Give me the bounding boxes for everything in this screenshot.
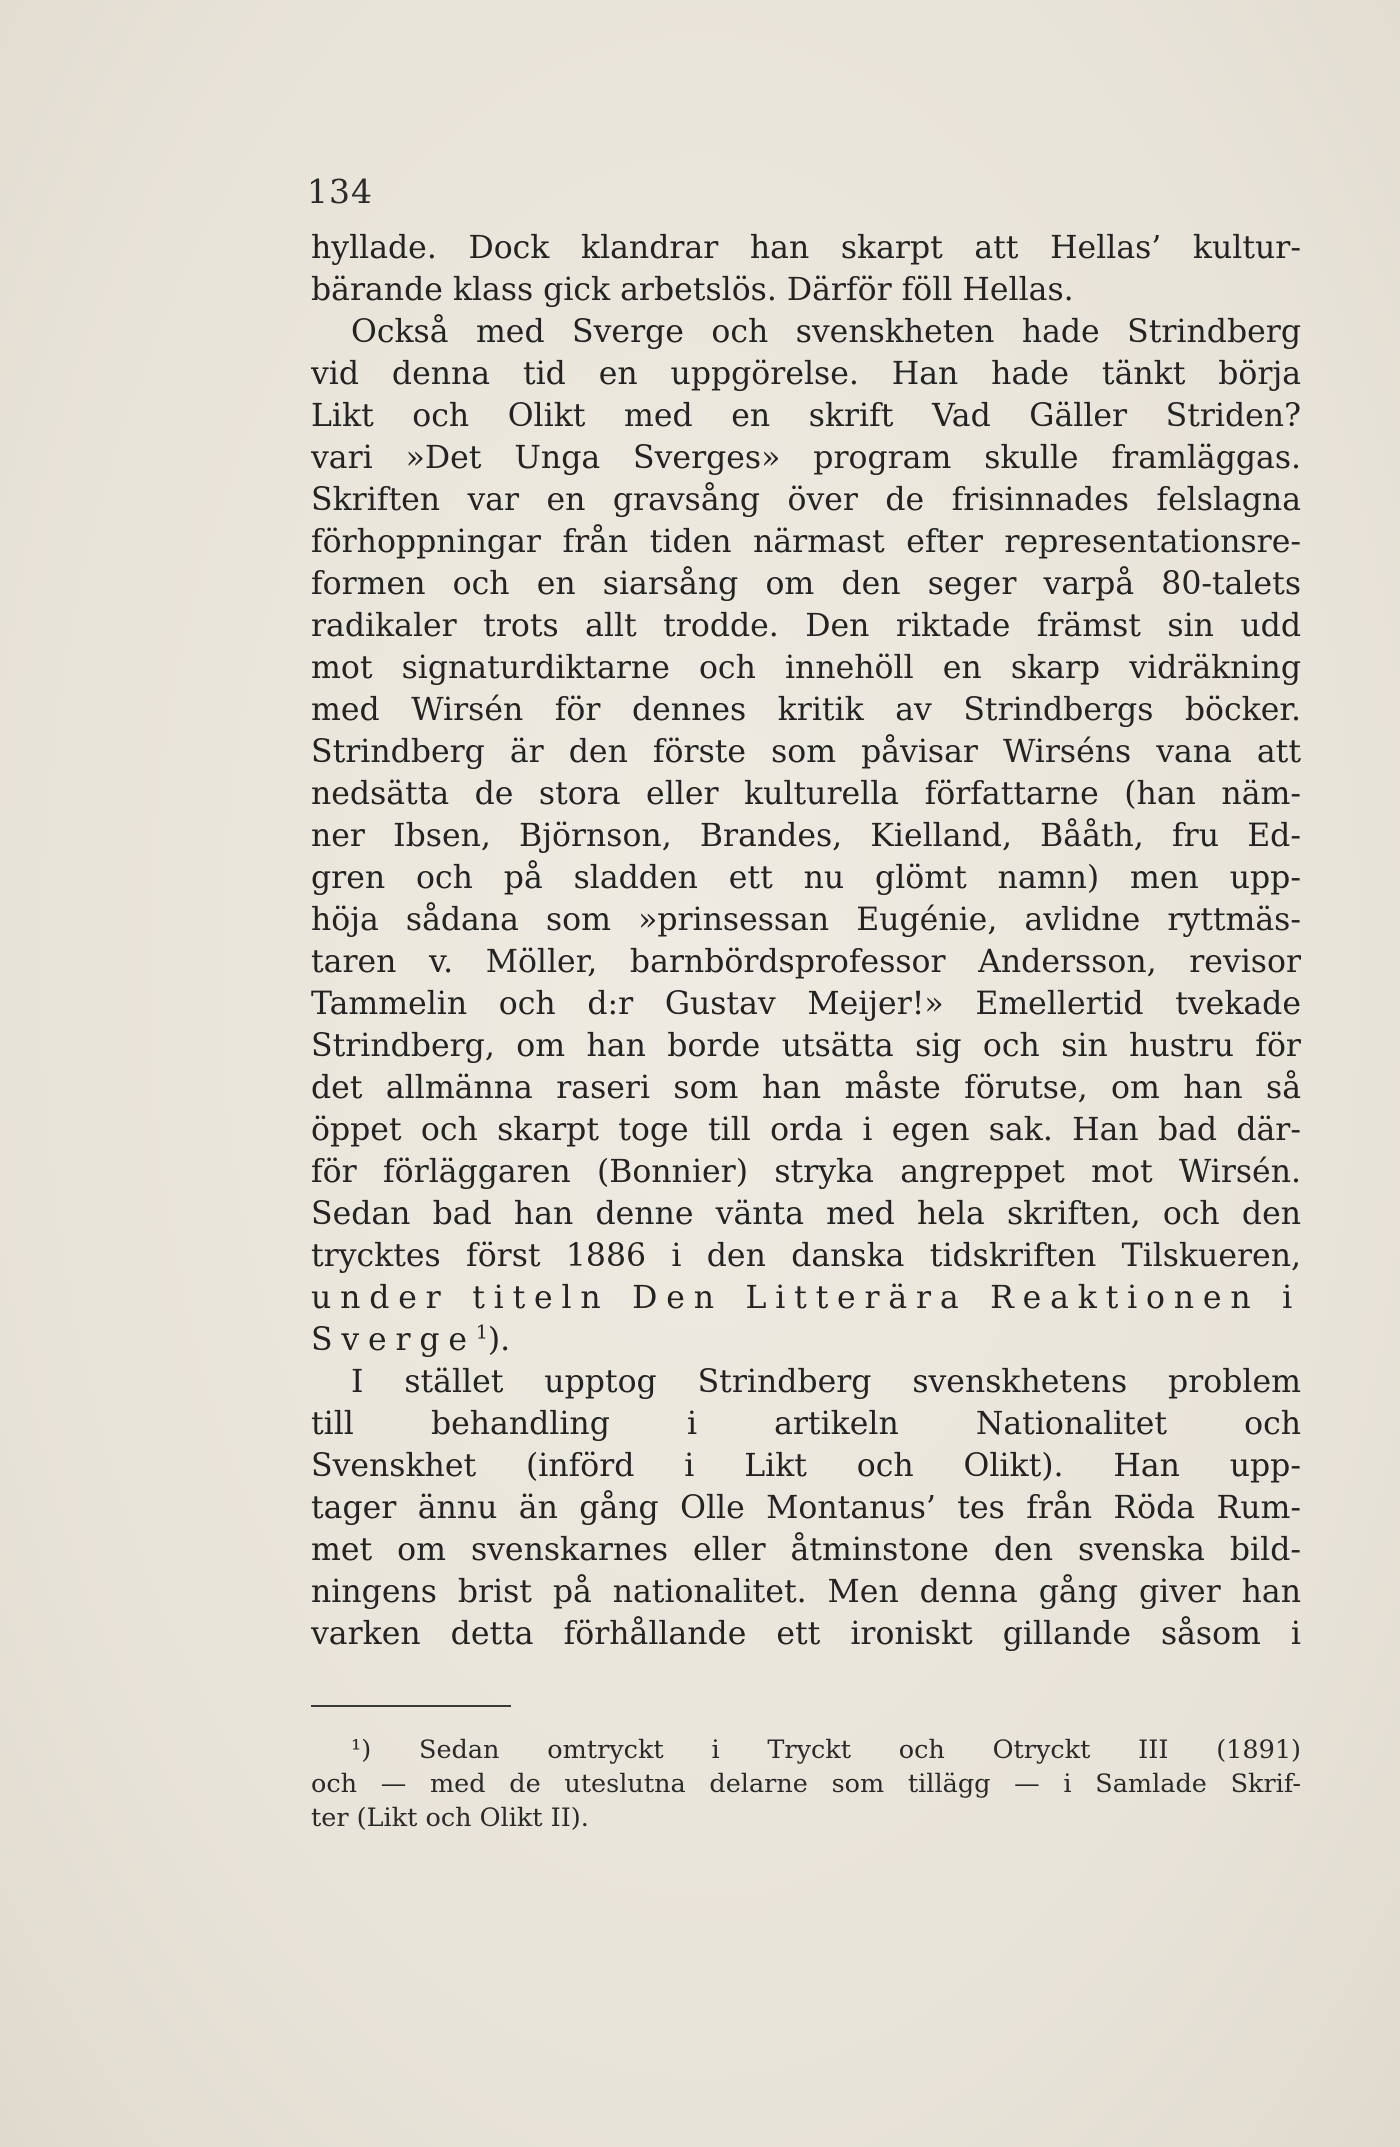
footnote-line: ter (Likt och Olikt II). (311, 1803, 589, 1833)
text-line: öppet och skarpt toge till orda i egen sak. Han bad där- (311, 1112, 1301, 1148)
text-line: radikaler trots allt trodde. Den riktade främst sin udd (311, 608, 1301, 644)
text-line: förhoppningar från tiden närmast efter representationsre- (311, 524, 1301, 560)
body-text (311, 227, 1301, 1655)
line-tail: ). (487, 1322, 511, 1358)
footnotes (311, 1733, 1301, 1835)
text-line: Strindberg, om han borde utsätta sig och sin hustru för (311, 1028, 1301, 1064)
text-line: till behandling i artikeln Nationalitet och (311, 1406, 1301, 1442)
text-line: trycktes först 1886 i den danska tidskriften Tilskueren, (311, 1238, 1301, 1274)
text-line: Tammelin och d:r Gustav Meijer!» Emellertid tvekade (311, 986, 1301, 1022)
text-line: hyllade. Dock klandrar han skarpt att Hellas’ kultur- (311, 230, 1301, 266)
text-line: varken detta förhållande ett ironiskt gillande såsom i (311, 1616, 1301, 1652)
text-line: Likt och Olikt med en skrift Vad Gäller Striden? (311, 398, 1301, 434)
footnote-line: och — med de uteslutna delarne som tillägg — i Samlade Skrif- (311, 1769, 1301, 1799)
text-line: bärande klass gick arbetslös. Därför föll Hellas. (311, 272, 1074, 308)
text-line: met om svenskarnes eller åtminstone den svenska bild- (311, 1532, 1301, 1568)
text-line: Sedan bad han denne vänta med hela skriften, och den (311, 1196, 1301, 1232)
text-line: formen och en siarsång om den seger varpå 80-talets (311, 566, 1301, 602)
text-line: höja sådana som »prinsessan Eugénie, avlidne ryttmäs- (311, 902, 1301, 938)
text-line: taren v. Möller, barnbördsprofessor Andersson, revisor (311, 944, 1301, 980)
text-line: vari »Det Unga Sverges» program skulle framläggas. (311, 440, 1301, 476)
text-line (311, 1319, 1301, 1361)
text-line: Strindberg är den förste som påvisar Wirséns vana att (311, 734, 1301, 770)
spaced-title: Sverge (311, 1322, 476, 1358)
text-line: Svenskhet (införd i Likt och Olikt). Han upp- (311, 1448, 1301, 1484)
footnote-divider (311, 1705, 511, 1707)
text-line: Skriften var en gravsång över de frisinnades felslagna (311, 482, 1301, 518)
text-line: Också med Sverge och svenskheten hade Strindberg (351, 314, 1301, 350)
text-line: ningens brist på nationalitet. Men denna gång giver han (311, 1574, 1301, 1610)
text-line: det allmänna raseri som han måste förutse, om han så (311, 1070, 1301, 1106)
text-line: nedsätta de stora eller kulturella författarne (han näm- (311, 776, 1301, 812)
text-line: gren och på sladden ett nu glömt namn) men upp- (311, 860, 1301, 896)
text-line: ner Ibsen, Björnson, Brandes, Kielland, Bååth, fru Ed- (311, 818, 1301, 854)
text-line: vid denna tid en uppgörelse. Han hade tänkt börja (311, 356, 1301, 392)
text-line: I stället upptog Strindberg svenskhetens problem (351, 1364, 1301, 1400)
page-number: 134 (307, 172, 373, 211)
footnote-line: ¹) Sedan omtryckt i Tryckt och Otryckt III (1891) (351, 1735, 1301, 1765)
text-line: för förläggaren (Bonnier) stryka angreppet mot Wirsén. (311, 1154, 1301, 1190)
text-line: under titeln Den Litterära Reaktionen i (311, 1280, 1301, 1316)
footnote-marker: 1 (475, 1321, 488, 1344)
text-line: med Wirsén för dennes kritik av Strindbergs böcker. (311, 692, 1301, 728)
text-line: mot signaturdiktarne och innehöll en skarp vidräkning (311, 650, 1301, 686)
text-line: tager ännu än gång Olle Montanus’ tes från Röda Rum- (311, 1490, 1301, 1526)
